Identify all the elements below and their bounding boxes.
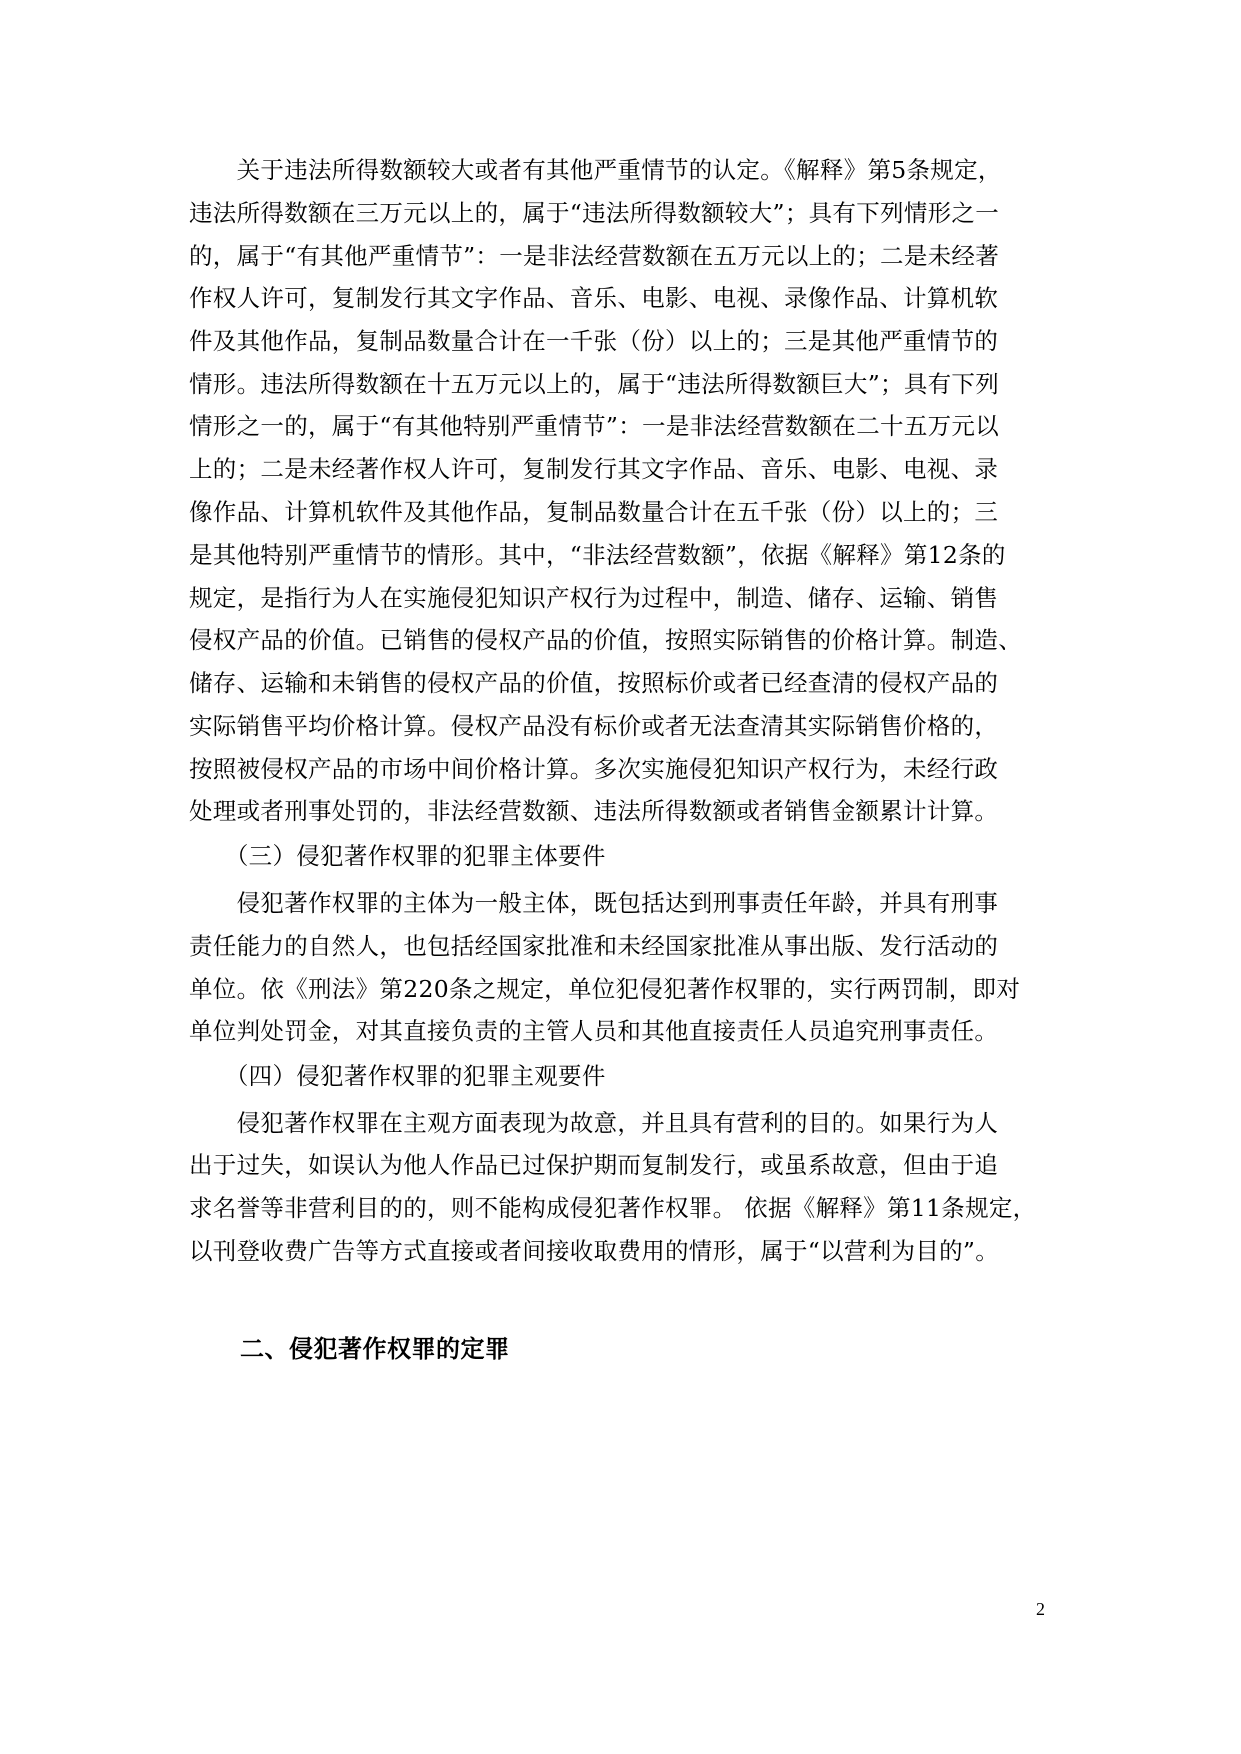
paragraph-line: 规定，是指行为人在实施侵犯知识产权行为过程中，制造、储存、运输、销售	[189, 584, 999, 612]
page-number: 2	[1036, 1599, 1045, 1619]
paragraph-line: 关于违法所得数额较大或者有其他严重情节的认定。《解释》第5条规定，	[189, 156, 1002, 184]
paragraph-line: 求名誉等非营利目的的，则不能构成侵犯著作权罪。 依据《解释》第11条规定，	[189, 1194, 1037, 1222]
paragraph-line: 情形。违法所得数额在十五万元以上的，属于“违法所得数额巨大”；具有下列	[189, 370, 1000, 398]
paragraph-line: 的，属于“有其他严重情节”：一是非法经营数额在五万元以上的；二是未经著	[189, 242, 1000, 270]
paragraph-line: 侵犯著作权罪的主体为一般主体，既包括达到刑事责任年龄，并具有刑事	[189, 889, 999, 917]
paragraph-line: 情形之一的，属于“有其他特别严重情节”：一是非法经营数额在二十五万元以	[189, 412, 1000, 440]
paragraph-line: 单位判处罚金，对其直接负责的主管人员和其他直接责任人员追究刑事责任。	[189, 1017, 999, 1045]
paragraph-line: 是其他特别严重情节的情形。其中，“非法经营数额”，依据《解释》第12条的	[189, 541, 1006, 569]
paragraph-line: 储存、运输和未销售的侵权产品的价值，按照标价或者已经查清的侵权产品的	[189, 669, 999, 697]
paragraph-line: 像作品、计算机软件及其他作品，复制品数量合计在五千张（份）以上的；三	[189, 498, 999, 526]
paragraph-line: 违法所得数额在三万元以上的，属于“违法所得数额较大”；具有下列情形之一	[189, 199, 1000, 227]
paragraph-line: 实际销售平均价格计算。侵权产品没有标价或者无法查清其实际销售价格的，	[189, 712, 999, 740]
paragraph-line: 以刊登收费广告等方式直接或者间接收取费用的情形，属于“以营利为目的”。	[189, 1237, 1000, 1265]
paragraph-line: 处理或者刑事处罚的，非法经营数额、违法所得数额或者销售金额累计计算。	[189, 797, 999, 825]
paragraph-line: 侵权产品的价值。已销售的侵权产品的价值，按照实际销售的价格计算。制造、	[189, 626, 1022, 654]
paragraph-line: 出于过失，如误认为他人作品已过保护期而复制发行，或虽系故意，但由于追	[189, 1151, 999, 1179]
subsection-heading: （四）侵犯著作权罪的犯罪主观要件	[189, 1062, 606, 1090]
subsection-heading: （三）侵犯著作权罪的犯罪主体要件	[189, 842, 606, 870]
paragraph-line: 件及其他作品，复制品数量合计在一千张（份）以上的；三是其他严重情节的	[189, 327, 999, 355]
paragraph-line: 按照被侵权产品的市场中间价格计算。多次实施侵犯知识产权行为，未经行政	[189, 755, 999, 783]
paragraph-line: 单位。依《刑法》第220条之规定，单位犯侵犯著作权罪的，实行两罚制，即对	[189, 975, 1021, 1003]
section-heading: 二、侵犯著作权罪的定罪	[240, 1334, 510, 1363]
paragraph-line: 作权人许可，复制发行其文字作品、音乐、电影、电视、录像作品、计算机软	[189, 284, 999, 312]
paragraph-line: 上的；二是未经著作权人许可，复制发行其文字作品、音乐、电影、电视、录	[189, 455, 999, 483]
paragraph-line: 责任能力的自然人，也包括经国家批准和未经国家批准从事出版、发行活动的	[189, 932, 999, 960]
paragraph-line: 侵犯著作权罪在主观方面表现为故意，并且具有营利的目的。如果行为人	[189, 1109, 999, 1137]
